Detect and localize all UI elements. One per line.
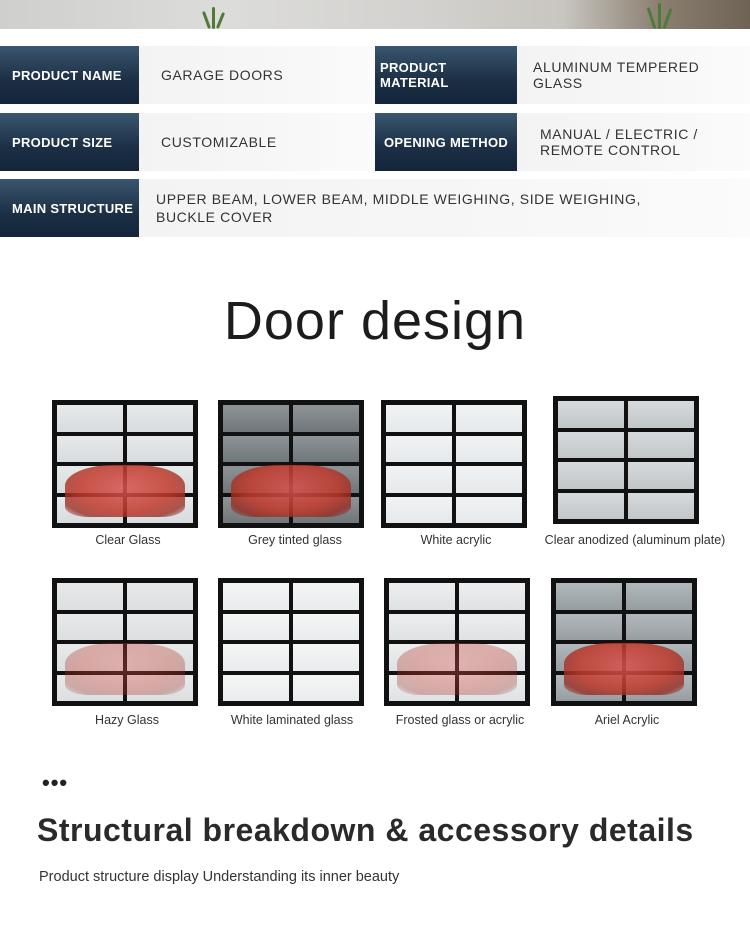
door-pane (386, 497, 452, 524)
door-pane (127, 583, 193, 610)
door-pane (223, 644, 289, 671)
plant-leaf (212, 7, 215, 29)
door-pane (386, 405, 452, 432)
door-pane (293, 614, 359, 641)
door-pane (57, 614, 123, 641)
door-pane (223, 497, 289, 524)
door-pane (389, 675, 455, 702)
door-pane (293, 583, 359, 610)
door-pane (223, 466, 289, 493)
plant-leaf (647, 7, 657, 29)
spec-label-product-size: PRODUCT SIZE (0, 113, 139, 171)
door-pane (293, 466, 359, 493)
door-pane (389, 614, 455, 641)
door-pane (628, 493, 694, 520)
door-pane (293, 497, 359, 524)
door-pane (223, 436, 289, 463)
door-pane (459, 675, 525, 702)
door-pane (223, 405, 289, 432)
door-option-grey-tinted-glass[interactable] (218, 400, 364, 528)
section-dots: ••• (42, 770, 69, 795)
door-pane (293, 405, 359, 432)
door-pane (556, 675, 622, 702)
plant-leaf (662, 8, 672, 29)
door-caption: Hazy Glass (95, 713, 159, 727)
door-pane (456, 405, 522, 432)
door-pane (556, 614, 622, 641)
spec-label-product-name: PRODUCT NAME (0, 46, 139, 104)
door-caption: White acrylic (420, 533, 492, 547)
door-option-white-laminated-glass[interactable] (218, 578, 364, 706)
spec-label-opening-method: OPENING METHOD (375, 113, 517, 171)
door-pane (626, 583, 692, 610)
spec-value-main-structure (139, 179, 750, 237)
door-pane (57, 436, 123, 463)
plant-leaf (216, 12, 225, 29)
door-caption: Frosted glass or acrylic (395, 713, 525, 727)
door-pane (127, 466, 193, 493)
door-pane (127, 675, 193, 702)
door-pane (558, 432, 624, 459)
door-option-clear-glass[interactable] (52, 400, 198, 528)
door-caption: Clear Glass (95, 533, 161, 547)
door-pane (628, 432, 694, 459)
door-pane (626, 614, 692, 641)
spec-value-product-size: CUSTOMIZABLE (139, 113, 375, 171)
door-caption: Grey tinted glass (248, 533, 342, 547)
door-pane (558, 462, 624, 489)
door-pane (628, 462, 694, 489)
door-pane (389, 583, 455, 610)
door-caption: Clear anodized (aluminum plate) (544, 533, 726, 547)
door-pane (223, 583, 289, 610)
door-pane (389, 644, 455, 671)
spec-label-main-structure: MAIN STRUCTURE (0, 179, 139, 237)
door-pane (456, 436, 522, 463)
spec-value-product-name: GARAGE DOORS (139, 46, 375, 104)
door-option-white-acrylic[interactable] (381, 400, 527, 528)
plant-leaf (658, 3, 661, 29)
door-pane (293, 675, 359, 702)
spec-value-line: UPPER BEAM, LOWER BEAM, MIDDLE WEIGHING, SIDE WEIGHING, (156, 191, 641, 207)
door-pane (223, 675, 289, 702)
door-pane (386, 436, 452, 463)
door-pane (127, 614, 193, 641)
door-option-frosted-glass[interactable] (384, 578, 530, 706)
spec-value-product-material: ALUMINUM TEMPERED GLASS (517, 46, 750, 104)
door-pane (556, 583, 622, 610)
plant-leaf (202, 11, 211, 29)
door-pane (556, 644, 622, 671)
door-pane (127, 497, 193, 524)
door-pane (459, 583, 525, 610)
door-pane (127, 436, 193, 463)
spec-label-product-material: PRODUCT MATERIAL (375, 46, 517, 104)
door-pane (57, 583, 123, 610)
door-design-title: Door design (223, 291, 527, 351)
door-pane (293, 644, 359, 671)
door-pane (626, 644, 692, 671)
door-pane (459, 614, 525, 641)
door-caption: Ariel Acrylic (594, 713, 660, 727)
door-pane (127, 405, 193, 432)
spec-value-line: BUCKLE COVER (156, 209, 273, 225)
door-pane (223, 614, 289, 641)
door-pane (558, 401, 624, 428)
door-pane (456, 466, 522, 493)
door-option-ariel-acrylic[interactable] (551, 578, 697, 706)
spec-value-line: REMOTE CONTROL (540, 142, 681, 158)
door-pane (558, 493, 624, 520)
door-pane (626, 675, 692, 702)
door-caption: White laminated glass (230, 713, 354, 727)
door-pane (57, 644, 123, 671)
door-option-clear-anodized[interactable] (553, 396, 699, 524)
structural-title: Structural breakdown & accessory details (37, 812, 694, 848)
door-pane (459, 644, 525, 671)
door-pane (127, 644, 193, 671)
door-pane (293, 436, 359, 463)
spec-value-opening-method (517, 113, 750, 171)
door-pane (57, 675, 123, 702)
door-option-hazy-glass[interactable] (52, 578, 198, 706)
door-pane (57, 497, 123, 524)
spec-value-line: MANUAL / ELECTRIC / (540, 126, 698, 142)
structural-subtitle: Product structure display Understanding its inner beauty (39, 869, 400, 885)
door-pane (57, 466, 123, 493)
door-pane (386, 466, 452, 493)
door-pane (628, 401, 694, 428)
door-pane (456, 497, 522, 524)
door-pane (57, 405, 123, 432)
header-photo (0, 0, 750, 29)
